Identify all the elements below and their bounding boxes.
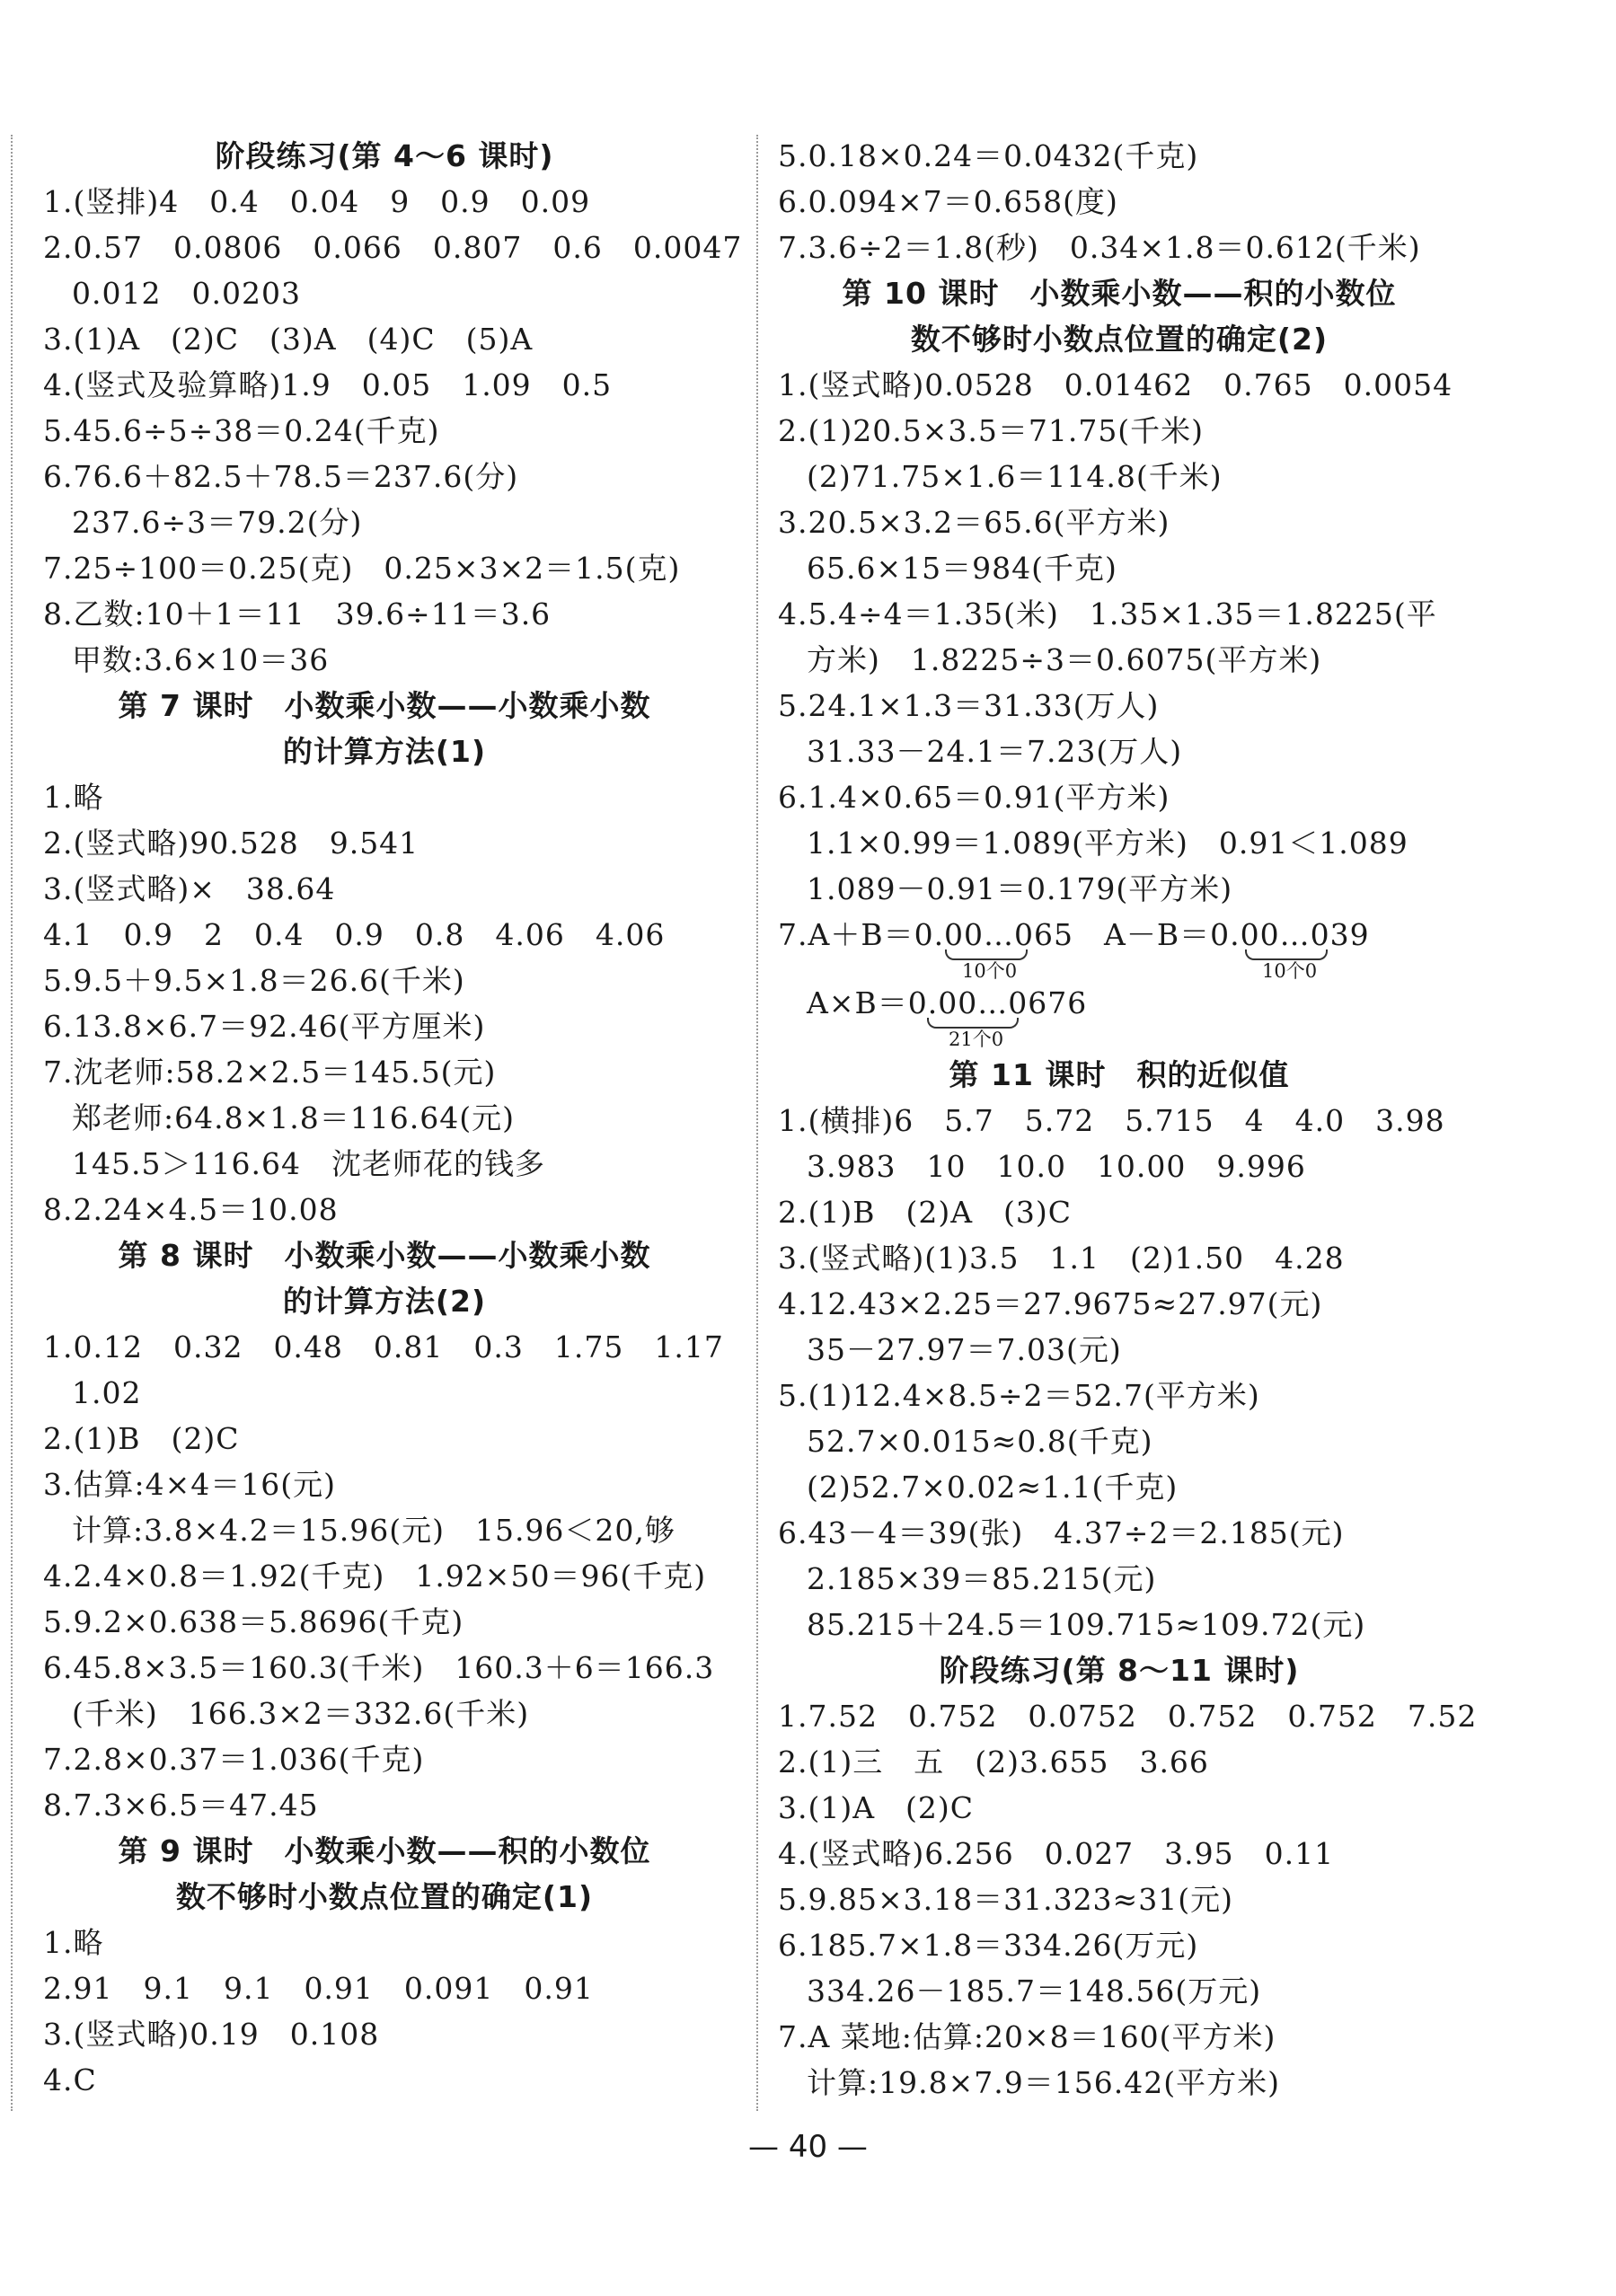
answer-line: 2.(1)B (2)C (43, 1421, 240, 1456)
section-heading: 阶段练习(第 4～6 课时) (215, 138, 554, 173)
answer-line: 1.略 (43, 1925, 104, 1960)
answer-line: 6.45.8×3.5＝160.3(千米) 160.3＋6＝166.3 (43, 1650, 715, 1685)
answer-line: 6.43－4＝39(张) 4.37÷2＝2.185(元) (778, 1515, 1345, 1550)
section-heading: 阶段练习(第 8～11 课时) (939, 1653, 1300, 1688)
answer-line: 方米) 1.8225÷3＝0.6075(平方米) (807, 642, 1322, 677)
section-heading: 第 9 课时 小数乘小数——积的小数位 (118, 1833, 651, 1868)
left-column (43, 133, 743, 2103)
answer-line: 8.乙数:10＋1＝11 39.6÷11＝3.6 (43, 596, 552, 631)
brace-note: 10个0 (962, 960, 1018, 982)
answer-line: 7.25÷100＝0.25(克) 0.25×3×2＝1.5(克) (43, 551, 681, 586)
answer-line: 4.12.43×2.25＝27.9675≈27.97(元) (778, 1286, 1323, 1321)
answer-line: 甲数:3.6×10＝36 (72, 642, 330, 677)
answer-line: 1.1×0.99＝1.089(平方米) 0.91＜1.089 (807, 826, 1408, 861)
answer-line: 35－27.97＝7.03(元) (807, 1332, 1122, 1367)
answer-line: 6.13.8×6.7＝92.46(平方厘米) (43, 1009, 486, 1044)
answer-line: 5.0.18×0.24＝0.0432(千克) (778, 138, 1199, 173)
answer-line: 65.6×15＝984(千克) (807, 551, 1117, 586)
section-heading: 第 11 课时 积的近似值 (949, 1057, 1290, 1092)
answer-line: 6.185.7×1.8＝334.26(万元) (778, 1928, 1199, 1963)
answer-line: 5.9.85×3.18＝31.323≈31(元) (778, 1882, 1233, 1917)
section-heading-cont: 数不够时小数点位置的确定(1) (175, 1879, 594, 1914)
answer-line: 3.(1)A (2)C (3)A (4)C (5)A (43, 322, 534, 357)
answer-line: 2.91 9.1 9.1 0.91 0.091 0.91 (43, 1971, 594, 2006)
section-heading-cont: 的计算方法(2) (282, 1284, 487, 1319)
answer-line: 4.5.4÷4＝1.35(米) 1.35×1.35＝1.8225(平 (778, 596, 1437, 631)
answer-line: 3.(竖式略)(1)3.5 1.1 (2)1.50 4.28 (778, 1241, 1345, 1276)
answer-line: 8.7.3×6.5＝47.45 (43, 1788, 319, 1823)
answer-line: 2.(竖式略)90.528 9.541 (43, 826, 419, 861)
answer-line: 7.A 菜地:估算:20×8＝160(平方米) (778, 2019, 1276, 2054)
column-divider (756, 135, 758, 2111)
right-column (778, 133, 1478, 2106)
answer-line: 郑老师:64.8×1.8＝116.64(元) (72, 1100, 515, 1135)
answer-line: 2.0.57 0.0806 0.066 0.807 0.6 0.0047 (43, 230, 743, 265)
answer-line: A×B＝0.00…0676 (807, 985, 1088, 1020)
answer-line: 7.沈老师:58.2×2.5＝145.5(元) (43, 1055, 497, 1090)
answer-line: 2.185×39＝85.215(元) (807, 1561, 1157, 1596)
answer-line: 6.0.094×7＝0.658(度) (778, 184, 1118, 219)
answer-line: 计算:3.8×4.2＝15.96(元) 15.96＜20,够 (72, 1513, 676, 1548)
section-heading: 第 10 课时 小数乘小数——积的小数位 (842, 276, 1397, 311)
answer-line: 5.9.2×0.638＝5.8696(千克) (43, 1604, 464, 1639)
answer-line: (2)71.75×1.6＝114.8(千米) (807, 459, 1223, 494)
answer-line: 7.A＋B＝0.00…065 A－B＝0.00…039 (778, 917, 1370, 952)
answer-line: 6.1.4×0.65＝0.91(平方米) (778, 780, 1170, 815)
math-expression-row (778, 912, 1461, 980)
answer-line: 5.45.6÷5÷38＝0.24(千克) (43, 413, 440, 448)
answer-line: 5.(1)12.4×8.5÷2＝52.7(平方米) (778, 1378, 1260, 1413)
answer-line: 7.3.6÷2＝1.8(秒) 0.34×1.8＝0.612(千米) (778, 230, 1421, 265)
underbrace-icon (927, 1018, 1019, 1029)
answer-line: 5.24.1×1.3＝31.33(万人) (778, 688, 1160, 723)
answer-line: 1.(竖排)4 0.4 0.04 9 0.9 0.09 (43, 184, 591, 219)
math-expression-row (778, 980, 1461, 1052)
answer-line: 2.(1)20.5×3.5＝71.75(千米) (778, 413, 1205, 448)
left-margin-rule (11, 135, 13, 2111)
answer-line: 3.(竖式略)× 38.64 (43, 871, 336, 906)
answer-line: 1.02 (72, 1375, 142, 1410)
section-heading: 第 7 课时 小数乘小数——小数乘小数 (118, 688, 651, 723)
answer-line: 4.(竖式略)6.256 0.027 3.95 0.11 (778, 1836, 1335, 1871)
answer-line: 145.5＞116.64 沈老师花的钱多 (72, 1146, 545, 1181)
answer-line: 1.略 (43, 780, 104, 815)
answer-line: 3.983 10 10.0 10.00 9.996 (807, 1149, 1306, 1184)
answer-line: 7.2.8×0.37＝1.036(千克) (43, 1742, 425, 1777)
section-heading-cont: 数不够时小数点位置的确定(2) (910, 322, 1329, 357)
answer-line: (2)52.7×0.02≈1.1(千克) (807, 1470, 1179, 1505)
underbrace-icon (945, 949, 1028, 960)
answer-line: 237.6÷3＝79.2(分) (72, 505, 363, 540)
answer-line: 6.76.6＋82.5＋78.5＝237.6(分) (43, 459, 519, 494)
answer-line: 2.(1)三 五 (2)3.655 3.66 (778, 1744, 1209, 1779)
underbrace-icon (1245, 949, 1328, 960)
answer-line: 52.7×0.015≈0.8(千克) (807, 1424, 1153, 1459)
answer-line: 1.(竖式略)0.0528 0.01462 0.765 0.0054 (778, 367, 1453, 402)
answer-line: 计算:19.8×7.9＝156.42(平方米) (807, 2065, 1280, 2100)
answer-line: 3.估算:4×4＝16(元) (43, 1467, 336, 1502)
brace-note: 21个0 (949, 1029, 1004, 1050)
brace-note: 10个0 (1262, 960, 1318, 982)
answer-line: (千米) 166.3×2＝332.6(千米) (72, 1696, 530, 1731)
answer-line: 3.(竖式略)0.19 0.108 (43, 2017, 380, 2052)
answer-line: 1.7.52 0.752 0.0752 0.752 0.752 7.52 (778, 1699, 1478, 1734)
answer-line: 4.1 0.9 2 0.4 0.9 0.8 4.06 4.06 (43, 917, 666, 952)
section-heading-cont: 的计算方法(1) (282, 734, 487, 769)
answer-line: 334.26－185.7＝148.56(万元) (807, 1974, 1262, 2009)
answer-line: 1.089－0.91＝0.179(平方米) (807, 871, 1233, 906)
answer-line: 4.(竖式及验算略)1.9 0.05 1.09 0.5 (43, 367, 613, 402)
answer-line: 85.215＋24.5＝109.715≈109.72(元) (807, 1607, 1366, 1642)
answer-line: 0.012 0.0203 (72, 276, 301, 311)
page-number: — 40 — (748, 2129, 868, 2165)
section-heading: 第 8 课时 小数乘小数——小数乘小数 (118, 1238, 651, 1273)
answer-line: 5.9.5＋9.5×1.8＝26.6(千米) (43, 963, 465, 998)
answer-line: 4.C (43, 2062, 97, 2097)
answer-line: 1.0.12 0.32 0.48 0.81 0.3 1.75 1.17 (43, 1329, 724, 1364)
answer-line: 3.20.5×3.2＝65.6(平方米) (778, 505, 1170, 540)
answer-line: 2.(1)B (2)A (3)C (778, 1195, 1073, 1230)
answer-line: 4.2.4×0.8＝1.92(千克) 1.92×50＝96(千克) (43, 1559, 707, 1594)
answer-line: 31.33－24.1＝7.23(万人) (807, 734, 1183, 769)
answer-line: 3.(1)A (2)C (778, 1790, 975, 1825)
answer-line: 8.2.24×4.5＝10.08 (43, 1192, 339, 1227)
answer-line: 1.(横排)6 5.7 5.72 5.715 4 4.0 3.98 (778, 1103, 1445, 1138)
